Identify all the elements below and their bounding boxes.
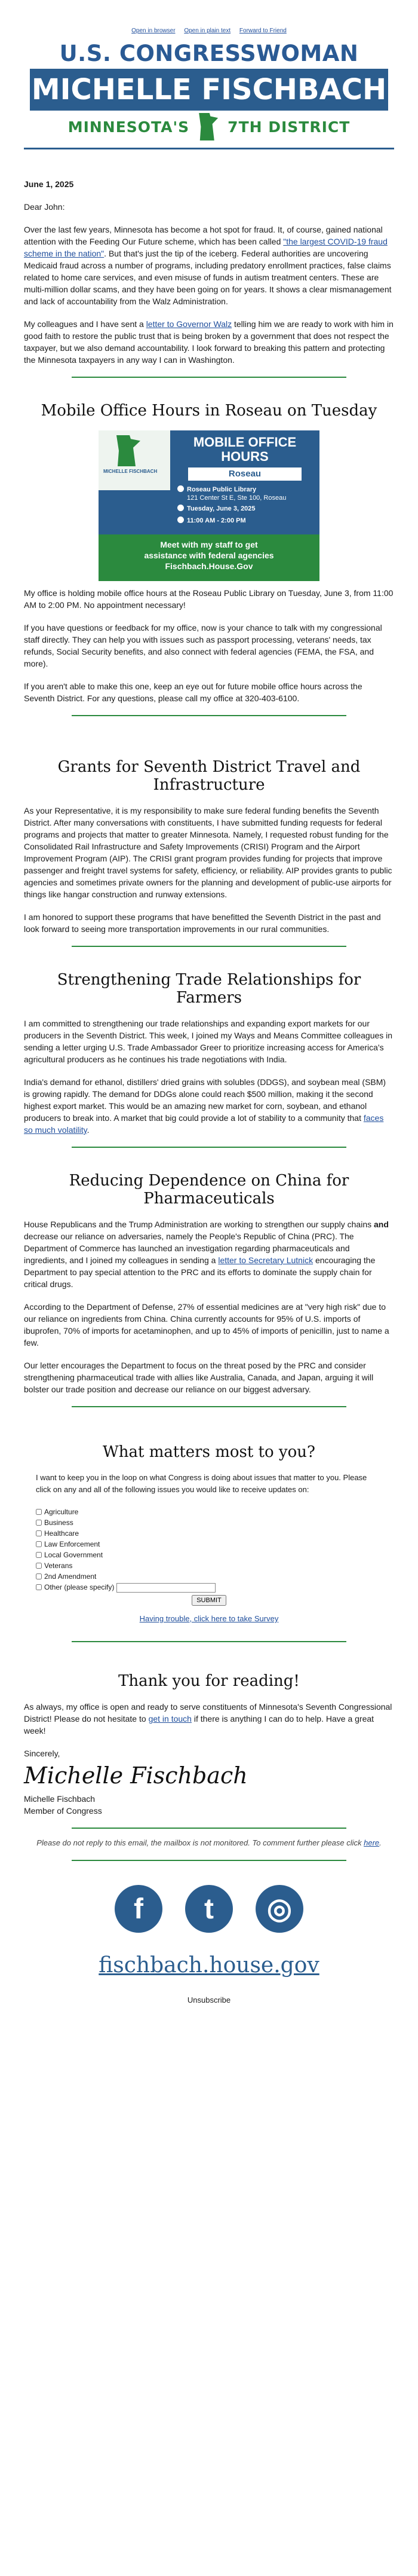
instagram-icon[interactable]: ◎ — [256, 1885, 303, 1933]
trade-paragraph-1: I am committed to strengthening our trade relationships and expanding export markets for our producers in the Seventh District. This week, I joined my Ways and Means Committee colleagues in sending a letter urging U.S. Trade Ambassador Greer to prioritize increasing access for America's agricultural producers as he continues his trade negotiations with India. — [24, 1019, 393, 1064]
survey-option-other[interactable]: Other (please specify) — [36, 1582, 382, 1593]
signoff: Sincerely, — [24, 1749, 60, 1758]
volatility-link[interactable]: faces so much volatility — [24, 1113, 384, 1135]
facebook-icon[interactable]: f — [115, 1885, 162, 1933]
open-plain-text-link[interactable]: Open in plain text — [184, 27, 231, 34]
survey-option-agriculture[interactable]: Agriculture — [36, 1507, 382, 1517]
masthead-title: U.S. CONGRESSWOMAN — [59, 41, 359, 66]
website — [24, 1953, 394, 1978]
masthead — [24, 40, 394, 149]
agriculture-checkbox[interactable] — [36, 1509, 42, 1515]
comment-here-link[interactable]: here — [364, 1838, 380, 1847]
china-heading: Reducing Dependence on China for Pharmaceuticals — [69, 1172, 349, 1208]
get-in-touch-link[interactable]: get in touch — [148, 1714, 192, 1724]
mobile-office-paragraph-2: If you have questions or feedback for my office, now is your chance to talk with my congressional staff directly. They can help you with issues such as passport processing, veterans' needs, tax refunds, Social Security benefits, and also connect with federal agencies (FEMA, the FSA, and more). — [24, 623, 382, 668]
intro-paragraph-1: Over the last few years, Minnesota has become a hot spot for fraud. It, of course, gained national attention with the Feeding Our Future scheme, which has been called "the largest COVID-19 fraud scheme in the nation". But that's just the tip of the iceberg. Federal authorities are uncovering Medicaid fraud across a number of programs, including predatory enrollment practices, false claims related to home care services, and even misuse of funds in autism treatment centers. These are multi-million dollar scams, and they have been going on for years. It shows a clear mismanagement and lack of accountability from the Walz Administration. — [24, 225, 392, 306]
business-checkbox[interactable] — [36, 1520, 42, 1526]
disclaimer-section — [24, 1829, 394, 1849]
law-enforcement-checkbox[interactable] — [36, 1541, 42, 1547]
trade-section — [24, 947, 394, 1136]
masthead-divider — [24, 148, 394, 149]
clock-icon — [177, 517, 184, 523]
mobile-office-section — [24, 378, 394, 704]
survey-trouble — [24, 1614, 394, 1623]
survey-option-local-government[interactable]: Local Government — [36, 1550, 382, 1560]
flyer-place: Roseau Public Library — [177, 485, 256, 494]
survey-form — [24, 1472, 394, 1606]
grants-paragraph-1: As your Representative, it is my responsibility to make sure federal funding benefits the Seventh District. After many conversations with constituents, I have submitted funding requests for federal programs and projects that matter to greater Minnesota. Namely, I requested robust funding for the Consolidated Rail Infrastructure and Safety Improvements (CRISI) Program and the Airport Improvement Program (AIP). The CRISI grant program provides funding for projects that improve passenger and freight travel systems for safety, efficiency, or reliability. AIP provides grants to public agencies and sometimes private owners for the planning and development of public-use airports for things like hangar construction and runway extensions. — [24, 806, 392, 899]
masthead-state: MINNESOTA'S — [67, 118, 190, 136]
masthead-name: MICHELLE FISCHBACH — [30, 69, 388, 111]
top-links — [24, 0, 394, 40]
survey-intro: I want to keep you in the loop on what Congress is doing about issues that matter to you. Please click on any and all of the following issues you would like to receive updates on: — [36, 1473, 367, 1494]
survey-section — [24, 1407, 394, 1623]
forward-to-friend-link[interactable]: Forward to Friend — [239, 27, 287, 34]
disclaimer: Please do not reply to this email, the mailbox is not monitored. To comment further please click here. — [36, 1838, 382, 1847]
website-link[interactable]: fischbach.house.gov — [99, 1953, 319, 1978]
section-divider — [72, 1860, 346, 1861]
social-links — [24, 1885, 394, 1933]
survey-heading: What matters most to you? — [103, 1443, 315, 1461]
masthead-district: 7TH DISTRICT — [228, 118, 351, 136]
greeting: Dear John: — [24, 202, 65, 212]
survey-trouble-link[interactable]: Having trouble, click here to take Survey — [139, 1614, 279, 1623]
fraud-scheme-link[interactable]: "the largest COVID-19 fraud scheme in the nation" — [24, 237, 388, 258]
survey-option-business[interactable]: Business — [36, 1517, 382, 1528]
veterans-checkbox[interactable] — [36, 1563, 42, 1569]
flyer-address: 121 Center St E, Ste 100, Roseau — [187, 494, 287, 502]
calendar-icon — [177, 505, 184, 511]
grants-paragraph-2: I am honored to support these programs that have benefitted the Seventh District in the past and look forward to seeing more transportation improvements in our rural communities. — [24, 912, 381, 934]
lutnick-letter-link[interactable]: letter to Secretary Lutnick — [218, 1255, 314, 1265]
signer: Michelle Fischbach Member of Congress — [24, 1794, 102, 1816]
flyer-time: 11:00 AM - 2:00 PM — [177, 517, 246, 525]
trade-paragraph-2: India's demand for ethanol, distillers' dried grains with solubles (DDGS), and soybean meal (SBM) is growing rapidly. The demand for DDGs alone could reach $500 million, making it the second highest export market. This would be an amazing new market for corn, soybean, and ethanol producers to break into. A market that big could provide a lot of stability to a community that faces so much volatility. — [24, 1077, 386, 1135]
china-paragraph-2: According to the Department of Defense, 27% of essential medicines are at "very high risk" due to our reliance on ingredients from China. China currently accounts for 95% of U.S. imports of ibuprofen, 70% of imports for acetaminophen, and up to 45% of imports of penicillin, just to name a few. — [24, 1302, 389, 1347]
second-amendment-checkbox[interactable] — [36, 1573, 42, 1579]
intro-paragraph-2: My colleagues and I have sent a letter to Governor Walz telling him we are ready to work with him in good faith to restore the public trust that is being broken by a government that does not respect the taxpayer, but we also demand accountability. I look forward to breaking this pattern and protecting the Minnesota taxpayers in any way I can in Washington. — [24, 319, 394, 365]
grants-section — [24, 716, 394, 935]
signature: Michelle Fischbach — [24, 1762, 248, 1789]
flyer-callout: Meet with my staff to get assistance with federal agencies Fischbach.House.Gov — [99, 534, 319, 581]
survey-option-healthcare[interactable]: Healthcare — [36, 1528, 382, 1539]
open-in-browser-link[interactable]: Open in browser — [131, 27, 176, 34]
mobile-office-flyer — [99, 430, 319, 581]
china-paragraph-3: Our letter encourages the Department to focus on the threat posed by the PRC and consider strengthening pharmaceutical trade with allies like Australia, Canada, and Japan, arguing it will bolster our trade position and decrease our reliance on our biggest adversary. — [24, 1361, 374, 1394]
flyer-day: Tuesday, June 3, 2025 — [177, 505, 256, 513]
unsubscribe — [24, 1996, 394, 2004]
newsletter-date: June 1, 2025 — [24, 179, 74, 189]
closing-paragraph: As always, my office is open and ready to serve constituents of Minnesota's Seventh Congressional District! Please do not hesitate to get in touch if there is anything I can do to help. Have a great week! — [24, 1702, 392, 1735]
grants-heading: Grants for Seventh District Travel and Infrastructure — [57, 758, 361, 794]
flyer-town: Roseau — [188, 467, 302, 481]
survey-option-veterans[interactable]: Veterans — [36, 1560, 382, 1571]
flyer-title: MOBILE OFFICE HOURS — [193, 435, 297, 464]
twitter-icon[interactable]: t — [185, 1885, 233, 1933]
local-government-checkbox[interactable] — [36, 1552, 42, 1558]
flyer-logo-name: MICHELLE FISCHBACH — [103, 469, 158, 474]
healthcare-checkbox[interactable] — [36, 1530, 42, 1536]
china-paragraph-1: House Republicans and the Trump Administration are working to strengthen our supply chains and decrease our reliance on adversaries, namely the People's Republic of China (PRC). The Department of Commerce has launched an investigation regarding pharmaceuticals and ingredients, and I joined my colleagues in sending a letter to Secretary Lutnick encouraging the Department to pay special attention to the PRC and its efforts to dominate the supply chain for critical drugs. — [24, 1220, 389, 1289]
other-checkbox[interactable] — [36, 1584, 42, 1590]
unsubscribe-link[interactable]: Unsubscribe — [187, 1996, 231, 2004]
closing-section — [24, 1642, 394, 1817]
trade-heading: Strengthening Trade Relationships for Farmers — [57, 971, 361, 1007]
survey-option-law-enforcement[interactable]: Law Enforcement — [36, 1539, 382, 1550]
mobile-office-paragraph-1: My office is holding mobile office hours at the Roseau Public Library on Tuesday, June 3, from 11:00 AM to 2:00 PM. No appointment necessary! — [24, 588, 394, 610]
china-section — [24, 1148, 394, 1395]
mobile-office-heading: Mobile Office Hours in Roseau on Tuesday — [41, 402, 377, 420]
location-pin-icon — [177, 485, 184, 492]
survey-option-2nd-amendment[interactable]: 2nd Amendment — [36, 1571, 382, 1582]
minnesota-shape-icon — [199, 113, 218, 140]
closing-heading: Thank you for reading! — [118, 1672, 300, 1690]
other-specify-input[interactable] — [116, 1583, 216, 1593]
masthead-subtitle — [24, 113, 394, 140]
survey-submit-button[interactable]: SUBMIT — [192, 1595, 226, 1606]
mobile-office-paragraph-3: If you aren't able to make this one, keep an eye out for future mobile office hours across the Seventh District. For any questions, please call my office at 320-403-6100. — [24, 682, 362, 703]
governor-walz-letter-link[interactable]: letter to Governor Walz — [146, 319, 232, 329]
